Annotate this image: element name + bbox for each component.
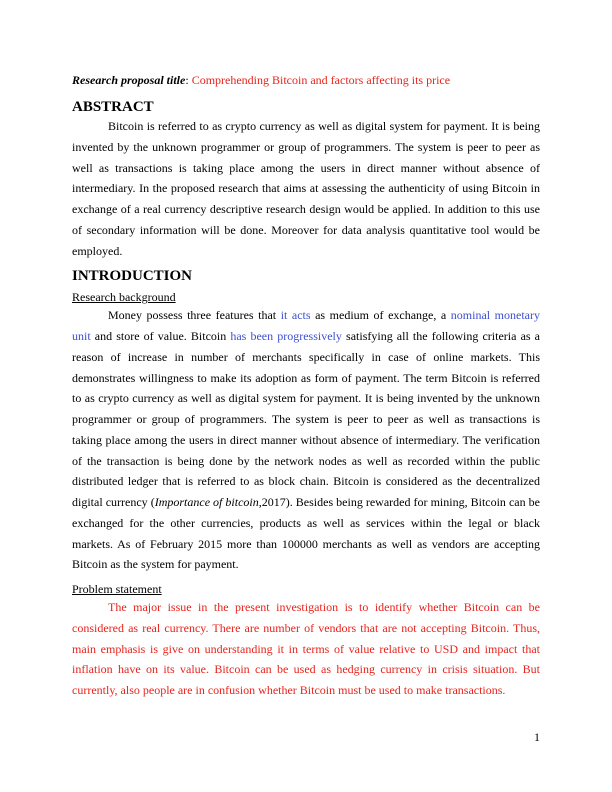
rb-highlight-nominal-monetary-unit: nominal monetary unit xyxy=(72,308,540,343)
research-background-heading: Research background xyxy=(72,290,176,305)
rb-text-3: and store of value. Bitcoin xyxy=(90,329,231,343)
rb-text-5: ,2017). Besides being rewarded for mining, Bitcoin can be exchanged for the other currencies, products as well as services within the legal or black markets. As of February 2015 more than 100000 merchants as well as vendors are accepting Bitcoin as the system for payment. xyxy=(72,495,540,572)
rb-text-1: Money possess three features that xyxy=(108,308,281,323)
proposal-title-line xyxy=(72,72,540,88)
rb-text-2: as medium of exchange, a xyxy=(310,308,451,323)
introduction-heading: INTRODUCTION xyxy=(72,268,193,285)
proposal-title-label: Research proposal title xyxy=(72,73,186,87)
page-content xyxy=(72,72,540,701)
proposal-title-separator: : xyxy=(185,73,192,87)
research-background-paragraph xyxy=(72,305,540,575)
proposal-title-value: Comprehending Bitcoin and factors affecting its price xyxy=(191,73,451,87)
rb-citation: Importance of bitcoin xyxy=(154,495,259,509)
problem-statement-heading: Problem statement xyxy=(72,582,162,596)
rb-highlight-it-acts: it acts xyxy=(280,308,311,323)
problem-statement-paragraph: The major issue in the present investigation is to identify whether Bitcoin can be considered as real currency. There are number of vendors that are not accepting Bitcoin. Thus, main emphasis is give on understanding it in terms of value relative to USD and impact that inflation have on its value. Bitcoin can be used as hedging currency in crisis situation. But currently, also people are in confusion whether Bitcoin must be used to make transactions. xyxy=(72,600,540,697)
abstract-paragraph: Bitcoin is referred to as crypto currency as well as digital system for payment. It is being invented by the unknown programmer or group of programmers. The system is peer to peer as well as transactions is taking place among the users in direct manner without absence of intermediary. In the proposed research that aims at assessing the authenticity of using Bitcoin in exchange of a real currency descriptive research design would be applied. In addition to this use of secondary information will be done. Moreover for data analysis quantitative tool would be employed. xyxy=(72,119,540,258)
page-number: 1 xyxy=(534,730,540,744)
rb-highlight-progressively: has been progressively xyxy=(230,329,342,343)
abstract-heading: ABSTRACT xyxy=(72,99,154,115)
rb-text-4: satisfying all the following criteria as a reason of increase in number of merchants specifically in case of online markets. This demonstrates willingness to make its adoption as form of payment. The term Bitcoin is referred to as crypto currency as well as digital system for payment. It is being invented by the unknown programmer or group of programmers. The system is peer to peer as well as transactions is taking place among the users in direct manner without absence of intermediary. The verification of the transaction is being done by the network nodes as well as recorded within the public distributed ledger that is referred to as block chain. Bitcoin is considered as the decentralized digital currency ( xyxy=(72,329,541,509)
